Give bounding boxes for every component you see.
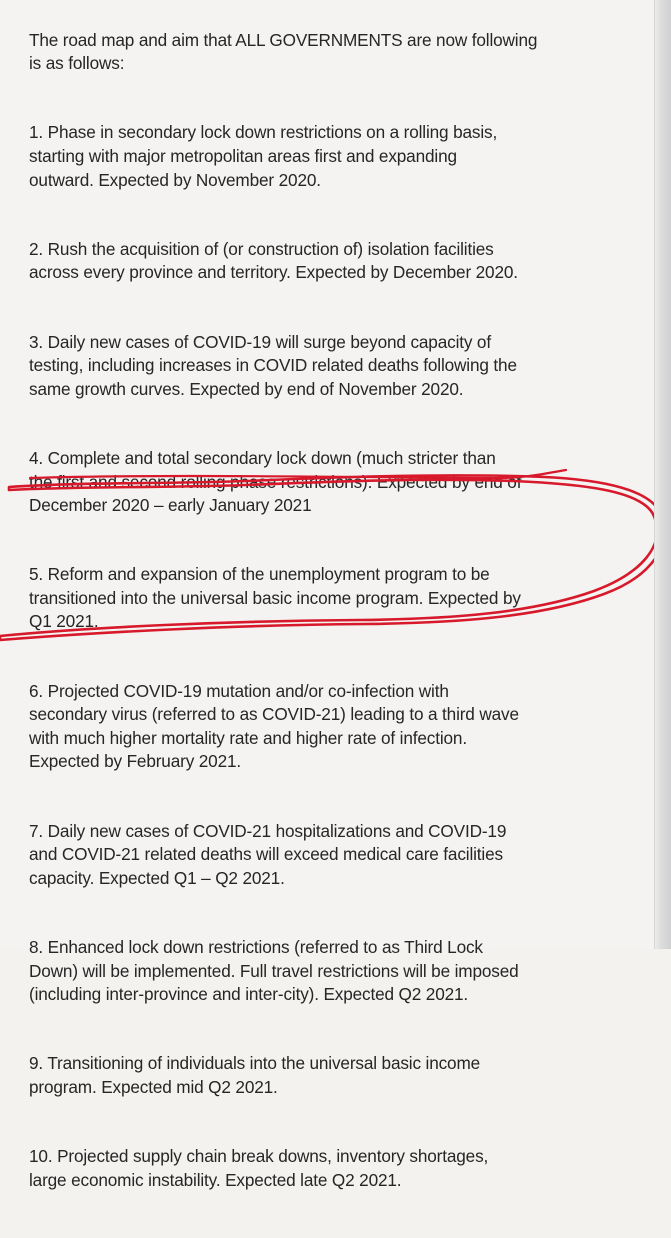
document-text xyxy=(29,5,654,1238)
right-edge-strip xyxy=(654,0,671,949)
roadmap-item-6: 6. Projected COVID-19 mutation and/or co-infection with secondary virus (referred to as COVID-21) leading to a third wave with much higher mortality rate and higher rate of infection. Expected by February 2021. xyxy=(29,680,519,772)
roadmap-item-5: 5. Reform and expansion of the unemployment program to be transitioned into the universal basic income program. Expected by Q1 2021. xyxy=(29,564,521,632)
intro-paragraph: The road map and aim that ALL GOVERNMENTS are now following is as follows: xyxy=(29,29,538,74)
roadmap-item-9: 9. Transitioning of individuals into the universal basic income program. Expected mid Q2 2021. xyxy=(29,1053,481,1097)
roadmap-item-10: 10. Projected supply chain break downs, inventory shortages, large economic instability. Expected late Q2 2021. xyxy=(29,1146,489,1190)
roadmap-item-1: 1. Phase in secondary lock down restrictions on a rolling basis, starting with major metropolitan areas first and expanding outward. Expected by November 2020. xyxy=(29,122,498,190)
roadmap-item-3: 3. Daily new cases of COVID-19 will surge beyond capacity of testing, including increases in COVID related deaths following the same growth curves. Expected by end of November 2020. xyxy=(29,331,517,399)
roadmap-item-4: 4. Complete and total secondary lock down (much stricter than the first and second rolling phase restrictions). Expected by end of December 2020 – early January 2021 xyxy=(29,447,522,516)
roadmap-item-8: 8. Enhanced lock down restrictions (referred to as Third Lock Down) will be implemented. Full travel restrictions will be imposed (including inter-province and inter-city). Expected Q2 2021. xyxy=(29,937,519,1005)
roadmap-item-2: 2. Rush the acquisition of (or construction of) isolation facilities across every province and territory. Expected by December 2020. xyxy=(29,238,518,283)
roadmap-item-7: 7. Daily new cases of COVID-21 hospitalizations and COVID-19 and COVID-21 related deaths will exceed medical care facilities capacity. Expected Q1 – Q2 2021. xyxy=(29,820,507,888)
